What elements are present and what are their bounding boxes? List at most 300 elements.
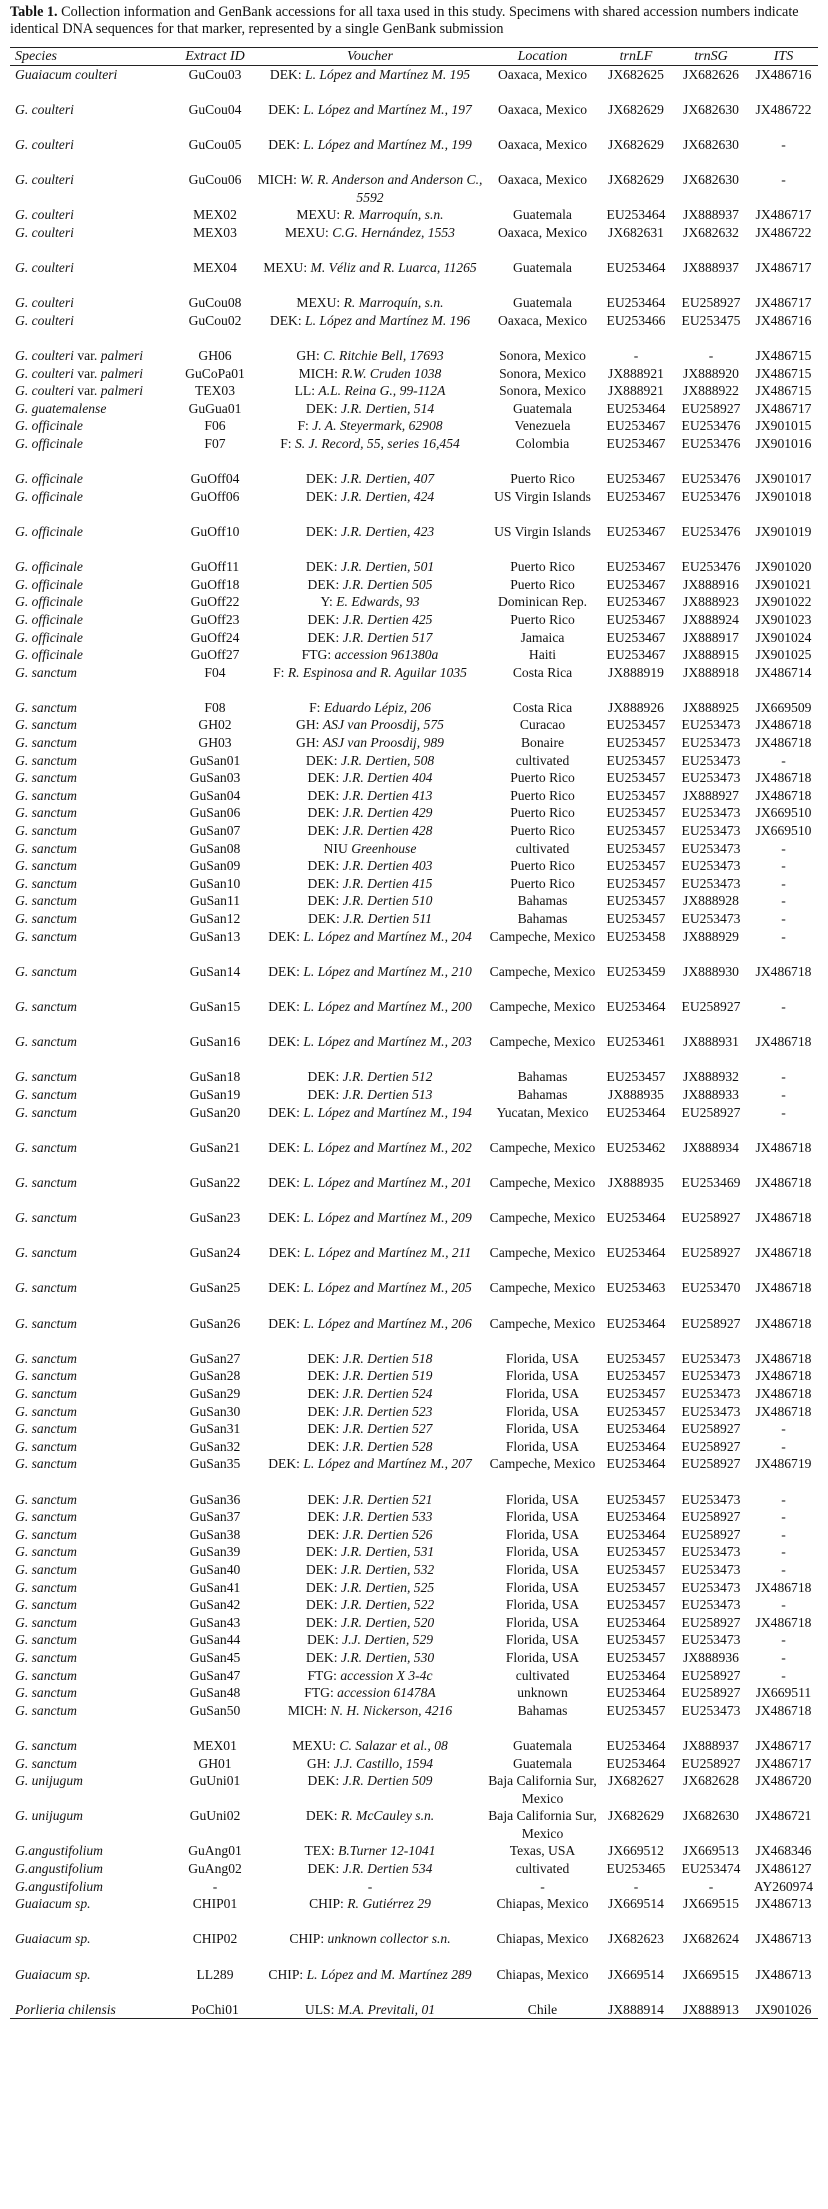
species-name: G. officinale (15, 435, 83, 451)
species-name: G. sanctum (15, 664, 77, 680)
table-row (10, 206, 818, 224)
location-cell: Florida, USA (505, 1509, 580, 1525)
voucher-cell (254, 1279, 486, 1314)
trnsg-cell: EU258927 (681, 400, 741, 416)
voucher-cell (254, 1315, 486, 1350)
voucher-collector: J.J. Dertien, 529 (342, 1632, 434, 1648)
table-row (10, 558, 818, 576)
voucher-herbarium: DEK: (268, 963, 300, 979)
extract-id-cell: GuSan42 (189, 1597, 241, 1613)
voucher-herbarium: DEK: (307, 1861, 340, 1877)
voucher-cell (254, 1579, 486, 1597)
trnsg-cell: EU253473 (681, 1597, 741, 1613)
location-cell: - (540, 1878, 545, 1894)
extract-id-cell: GuSan41 (189, 1579, 241, 1595)
voucher-collector: J.R. Dertien 505 (342, 576, 433, 592)
its-cell: JX486721 (755, 1808, 812, 1824)
table-row (10, 840, 818, 858)
species-cell (10, 998, 176, 1033)
voucher-collector: J.R. Dertien 512 (342, 1069, 433, 1085)
location-cell: US Virgin Islands (494, 488, 591, 504)
location-cell: Campeche, Mexico (489, 1139, 596, 1155)
location-cell: Oaxaca, Mexico (497, 172, 588, 188)
voucher-collector: L. López and Martínez M., 207 (303, 1456, 472, 1472)
species-name: G. sanctum (15, 770, 77, 786)
extract-id-cell: GuSan07 (189, 823, 241, 839)
trnsg-cell: EU253473 (681, 1491, 741, 1507)
trnlf-cell: JX682625 (608, 67, 664, 82)
voucher-collector: J.R. Dertien 524 (342, 1386, 433, 1402)
extract-id-cell: GuSan13 (189, 928, 241, 944)
trnlf-cell: EU253457 (606, 1579, 666, 1595)
voucher-cell (254, 769, 486, 787)
trnlf-cell: EU253467 (606, 611, 666, 627)
extract-id-cell: GuSan23 (189, 1210, 241, 1226)
voucher-collector: J.R. Dertien, 424 (340, 488, 435, 504)
voucher-herbarium: MEXU: (296, 295, 341, 311)
table-row (10, 998, 818, 1033)
table-row (10, 2001, 818, 2019)
extract-id-cell: CHIP02 (192, 1931, 238, 1947)
extract-id-cell: GH06 (198, 348, 232, 363)
species-cell (10, 769, 176, 787)
extract-id-cell: GuSan11 (189, 893, 241, 909)
its-cell: JX468346 (755, 1843, 812, 1859)
trnlf-cell: EU253457 (606, 717, 666, 733)
table-row (10, 259, 818, 294)
trnlf-cell: JX669514 (608, 1896, 664, 1912)
its-cell: AY260974 (753, 1878, 814, 1894)
location-cell: Bahamas (517, 911, 568, 926)
species-cell (10, 1033, 176, 1068)
trnlf-cell: EU253457 (606, 752, 666, 768)
table-row (10, 963, 818, 998)
species-name: G. coulteri (15, 312, 74, 328)
species-cell (10, 1068, 176, 1086)
voucher-cell (254, 312, 486, 347)
species-cell (10, 857, 176, 875)
extract-id-cell: GuCou05 (188, 136, 242, 152)
extract-id-cell: GuSan43 (189, 1614, 241, 1630)
species-name: G. coulteri (15, 365, 74, 381)
trnlf-cell: EU253457 (606, 805, 666, 821)
extract-id-cell: GuSan10 (189, 875, 241, 891)
its-cell: - (781, 1526, 786, 1542)
extract-id-cell: GuSan21 (189, 1139, 241, 1155)
extract-id-cell: GuOff04 (190, 471, 240, 487)
voucher-collector: L. López and Martínez M., 197 (303, 101, 472, 117)
species-cell (10, 1966, 176, 2001)
species-cell (10, 1878, 176, 1896)
extract-id-cell: GuUni01 (189, 1773, 241, 1789)
trnsg-cell: JX888920 (683, 365, 739, 381)
voucher-herbarium: DEK: (305, 559, 338, 575)
species-cell (10, 1104, 176, 1139)
voucher-cell (254, 646, 486, 664)
voucher-cell (254, 875, 486, 893)
species-cell (10, 892, 176, 910)
its-cell: JX486717 (755, 400, 812, 416)
location-cell: Florida, USA (505, 1579, 580, 1595)
voucher-herbarium: DEK: (307, 1773, 340, 1789)
table-row (10, 629, 818, 647)
voucher-cell (254, 1543, 486, 1561)
location-cell: US Virgin Islands (494, 523, 591, 539)
voucher-herbarium: DEK: (305, 523, 338, 539)
trnsg-cell: EU253475 (681, 312, 741, 328)
voucher-cell (254, 1033, 486, 1068)
its-cell: - (781, 1491, 786, 1507)
voucher-collector: J.R. Dertien, 423 (340, 523, 435, 539)
voucher-collector: J.R. Dertien 413 (342, 787, 433, 803)
trnsg-cell: JX888915 (683, 647, 739, 663)
table-row (10, 769, 818, 787)
location-cell: Dominican Rep. (497, 594, 588, 610)
voucher-cell (254, 400, 486, 418)
trnlf-cell: EU253464 (606, 295, 666, 311)
its-cell: JX486714 (755, 664, 812, 680)
voucher-cell (254, 558, 486, 576)
trnlf-cell: EU253467 (606, 523, 666, 539)
species-name: G. sanctum (15, 1456, 77, 1472)
species-name: G. sanctum (15, 1597, 77, 1613)
species-name: G. sanctum (15, 717, 77, 733)
its-cell: JX486718 (755, 1403, 812, 1419)
species-cell (10, 136, 176, 171)
species-cell (10, 206, 176, 224)
table-row (10, 1526, 818, 1544)
location-cell: Chile (486, 2001, 599, 2019)
location-cell: Campeche, Mexico (489, 998, 596, 1014)
species-name: G. sanctum (15, 1368, 77, 1384)
voucher-herbarium: GH: (306, 1755, 331, 1771)
table-row (10, 928, 818, 963)
trnsg-cell: EU253473 (681, 1368, 741, 1384)
voucher-herbarium: DEK: (307, 875, 340, 891)
voucher-cell (254, 1614, 486, 1632)
voucher-collector: J.R. Dertien, 514 (340, 400, 435, 416)
trnsg-cell: EU253476 (681, 488, 741, 504)
voucher-herbarium: FTG: (307, 1667, 337, 1683)
extract-id-cell: GuOff06 (190, 488, 240, 504)
voucher-collector: J.R. Dertien 528 (342, 1438, 433, 1454)
species-name: G. sanctum (15, 1667, 77, 1683)
trnsg-cell: - (708, 1878, 714, 1894)
its-cell: JX901024 (755, 629, 812, 645)
species-cell (10, 928, 176, 963)
caption-label: Table 1. (10, 4, 58, 20)
voucher-cell (254, 629, 486, 647)
table-row (10, 1878, 818, 1896)
its-cell: - (781, 893, 786, 909)
location-cell: Florida, USA (505, 1632, 580, 1648)
trnsg-cell: EU253469 (681, 1174, 741, 1190)
voucher-collector: E. Edwards, 93 (336, 594, 420, 610)
its-cell: JX486718 (755, 1579, 812, 1595)
species-cell (10, 101, 176, 136)
trnlf-cell: EU253464 (606, 1685, 666, 1701)
its-cell: - (781, 1561, 786, 1577)
voucher-collector: accession 961380a (334, 647, 439, 663)
trnsg-cell: EU258927 (681, 1685, 741, 1701)
voucher-cell (254, 1596, 486, 1614)
voucher-cell (254, 910, 486, 928)
trnsg-cell: EU253474 (681, 1861, 741, 1877)
species-name: G. sanctum (15, 1685, 77, 1701)
voucher-collector: N. H. Nickerson, 4216 (330, 1702, 453, 1718)
species-name: G. coulteri (15, 260, 74, 276)
table-row (10, 1420, 818, 1438)
voucher-collector: J.R. Dertien 519 (342, 1368, 433, 1384)
species-name: G. sanctum (15, 1544, 77, 1560)
table-row (10, 365, 818, 383)
species-name: G. sanctum (15, 893, 77, 909)
trnsg-cell: JX888932 (683, 1069, 739, 1085)
table-row (10, 822, 818, 840)
species-name: G. sanctum (15, 752, 77, 768)
trnsg-cell: JX888929 (683, 928, 739, 944)
its-cell: - (781, 1597, 786, 1613)
trnsg-cell: EU258927 (681, 1421, 741, 1437)
trnlf-cell: EU253464 (606, 1456, 666, 1472)
species-cell (10, 1526, 176, 1544)
table-row (10, 470, 818, 488)
its-cell: JX486718 (755, 1245, 812, 1261)
voucher-collector: L. López and Martínez M., 201 (303, 1174, 472, 1190)
location-cell: Oaxaca, Mexico (497, 312, 588, 328)
voucher-collector: C. Salazar et al., 08 (339, 1737, 448, 1753)
table-row (10, 1737, 818, 1755)
trnsg-cell: JX888933 (683, 1086, 739, 1102)
trnlf-cell: EU253457 (606, 1632, 666, 1648)
trnlf-cell: JX682629 (608, 136, 664, 152)
table-row (10, 1649, 818, 1667)
caption-text: Collection information and GenBank accessions for all taxa used in this study. Specimens with shared accession numbers indicate identical DNA sequences for that marker, represented by a single GenBank submission (10, 4, 799, 37)
trnlf-cell: JX888921 (608, 383, 664, 399)
location-cell: Costa Rica (512, 699, 573, 715)
location-cell: Oaxaca, Mexico (497, 67, 588, 82)
voucher-cell (254, 1895, 486, 1930)
trnsg-cell: JX669515 (683, 1966, 739, 1982)
species-name: G. sanctum (15, 1386, 77, 1402)
voucher-collector: J.R. Dertien 527 (342, 1421, 433, 1437)
trnlf-cell: EU253457 (606, 787, 666, 803)
species-rank: var. (77, 383, 98, 399)
species-name: G. sanctum (15, 911, 77, 926)
its-cell: - (781, 1544, 786, 1560)
extract-id-cell: GuSan40 (189, 1561, 241, 1577)
voucher-herbarium: DEK: (307, 1526, 340, 1542)
trnsg-cell: EU253473 (681, 752, 741, 768)
species-name: G. sanctum (15, 963, 77, 979)
voucher-herbarium: F: (297, 418, 309, 434)
table-row (10, 875, 818, 893)
extract-id-cell: TEX03 (194, 383, 236, 399)
voucher-collector: M.A. Previtali, 01 (337, 2001, 436, 2017)
trnlf-cell: EU253457 (606, 1350, 666, 1366)
species-cell (10, 523, 176, 558)
voucher-herbarium: F: (309, 699, 321, 715)
its-cell: JX901018 (755, 488, 812, 504)
trnlf-cell: EU253467 (606, 559, 666, 575)
voucher-collector: J.R. Dertien 521 (342, 1491, 433, 1507)
its-cell: JX486718 (755, 1280, 812, 1296)
extract-id-cell: GuUni02 (189, 1808, 241, 1824)
table-row (10, 699, 818, 717)
extract-id-cell: GuSan30 (189, 1403, 241, 1419)
species-name: G. sanctum (15, 840, 77, 856)
document-page (10, 4, 818, 2019)
voucher-herbarium: DEK: (268, 1104, 300, 1120)
extract-id-cell: GuSan03 (189, 770, 241, 786)
trnsg-cell: EU253476 (681, 435, 741, 451)
trnsg-cell: EU258927 (681, 295, 741, 311)
location-cell: Florida, USA (505, 1403, 580, 1419)
table-row (10, 1842, 818, 1860)
location-cell: Costa Rica (512, 664, 573, 680)
species-cell (10, 294, 176, 312)
voucher-collector: J.R. Dertien, 520 (340, 1614, 435, 1630)
location-cell: Florida, USA (505, 1526, 580, 1542)
trnlf-cell: EU253461 (606, 1034, 666, 1050)
its-cell: JX486718 (755, 1702, 812, 1718)
trnlf-cell: EU253464 (606, 1245, 666, 1261)
extract-id-cell: GuSan09 (189, 858, 241, 874)
voucher-herbarium: DEK: (268, 1280, 300, 1296)
voucher-herbarium: DEK: (307, 1421, 340, 1437)
voucher-collector: J.R. Dertien 415 (342, 875, 433, 891)
voucher-collector: L. López and M. Martínez 289 (306, 1966, 472, 1982)
species-cell (10, 593, 176, 611)
species-name: G. coulteri (15, 136, 74, 152)
voucher-collector: L. López and Martínez M., 194 (303, 1104, 472, 1120)
table-row (10, 523, 818, 558)
extract-id-cell: GuSan25 (189, 1280, 241, 1296)
species-name: G. coulteri (15, 295, 74, 311)
species-cell (10, 1614, 176, 1632)
voucher-cell (254, 576, 486, 594)
table-body (10, 66, 818, 2019)
voucher-herbarium: DEK: (307, 1350, 340, 1366)
voucher-herbarium: DEK: (269, 67, 302, 82)
voucher-herbarium: DEK: (308, 911, 340, 926)
extract-id-cell: GuOff24 (190, 629, 240, 645)
location-cell: Sonora, Mexico (499, 365, 586, 381)
trnlf-cell: EU253464 (606, 1614, 666, 1630)
trnsg-cell: JX682628 (683, 1773, 739, 1789)
voucher-herbarium: DEK: (305, 752, 338, 768)
location-cell: Guatemala (513, 400, 572, 416)
species-name: G. sanctum (15, 787, 77, 803)
voucher-herbarium: DEK: (268, 1139, 300, 1155)
species-cell (10, 910, 176, 928)
trnlf-cell: EU253464 (606, 1421, 666, 1437)
location-cell: Puerto Rico (510, 805, 575, 821)
location-cell: Campeche, Mexico (489, 1280, 596, 1296)
voucher-herbarium: DEK: (307, 893, 340, 909)
table-row (10, 400, 818, 418)
extract-id-cell: GuSan44 (189, 1632, 241, 1648)
trnlf-cell: EU253457 (606, 1491, 666, 1507)
location-cell: Sonora, Mexico (499, 383, 586, 399)
species-name: G. officinale (15, 523, 83, 539)
extract-id-cell: GuSan38 (189, 1526, 241, 1542)
trnsg-cell: EU258927 (681, 1509, 741, 1525)
voucher-collector: L. López and Martínez M., 204 (303, 928, 472, 944)
table-row (10, 101, 818, 136)
its-cell: - (781, 1086, 786, 1102)
species-cell (10, 1279, 176, 1314)
voucher-collector: J.R. Dertien 425 (342, 611, 433, 627)
voucher-herbarium: DEK: (305, 471, 338, 487)
voucher-collector: J.R. Dertien, 525 (340, 1579, 435, 1595)
voucher-herbarium: DEK: (305, 1808, 338, 1824)
trnsg-cell: EU253476 (681, 418, 741, 434)
location-cell: Puerto Rico (510, 611, 575, 627)
its-cell: - (781, 998, 786, 1014)
trnlf-cell: EU253462 (606, 1139, 666, 1155)
trnlf-cell: EU253457 (606, 911, 666, 926)
location-cell: Puerto Rico (510, 559, 575, 575)
voucher-collector: R. Marroquín, s.n. (343, 207, 444, 223)
extract-id-cell: GuSan08 (189, 840, 241, 856)
its-cell: - (781, 858, 786, 874)
trnsg-cell: JX888924 (683, 611, 739, 627)
species-cell (10, 2001, 176, 2019)
location-cell: cultivated (515, 1667, 570, 1683)
extract-id-cell: GuSan12 (189, 911, 241, 926)
its-cell: JX486718 (755, 1139, 812, 1155)
voucher-collector: J.R. Dertien 533 (342, 1509, 433, 1525)
voucher-cell (254, 1755, 486, 1773)
table-row (10, 1174, 818, 1209)
species-name: G. officinale (15, 418, 83, 434)
voucher-herbarium: F: (273, 664, 285, 680)
species-cell (10, 1561, 176, 1579)
table-row (10, 224, 818, 259)
table-row (10, 1860, 818, 1878)
extract-id-cell: GuGua01 (188, 400, 242, 416)
species-name: Guaiacum coulteri (15, 67, 118, 82)
table-row (10, 1279, 818, 1314)
location-cell: Guatemala (513, 260, 572, 276)
table-row (10, 716, 818, 734)
extract-id-cell: GH03 (198, 735, 232, 751)
voucher-collector: J.R. Dertien 526 (342, 1526, 433, 1542)
its-cell: JX486722 (755, 101, 812, 117)
species-cell (10, 1315, 176, 1350)
trnlf-cell: EU253458 (606, 928, 666, 944)
location-cell: Florida, USA (505, 1597, 580, 1613)
table-row (10, 910, 818, 928)
trnlf-cell: EU253464 (606, 1526, 666, 1542)
table-row (10, 312, 818, 347)
voucher-cell (254, 470, 486, 488)
extract-id-cell: GuSan28 (189, 1368, 241, 1384)
trnsg-cell: JX682630 (683, 172, 739, 188)
species-name: G. officinale (15, 647, 83, 663)
voucher-herbarium: DEK: (305, 400, 338, 416)
table-row (10, 593, 818, 611)
its-cell: JX486718 (755, 1210, 812, 1226)
species-name: G. sanctum (15, 1174, 77, 1190)
its-cell: JX486717 (755, 260, 812, 276)
species-cell (10, 488, 176, 523)
table-row (10, 1455, 818, 1490)
species-name: G. coulteri (15, 101, 74, 117)
extract-id-cell: GuOff11 (190, 559, 240, 575)
voucher-cell (254, 523, 486, 558)
